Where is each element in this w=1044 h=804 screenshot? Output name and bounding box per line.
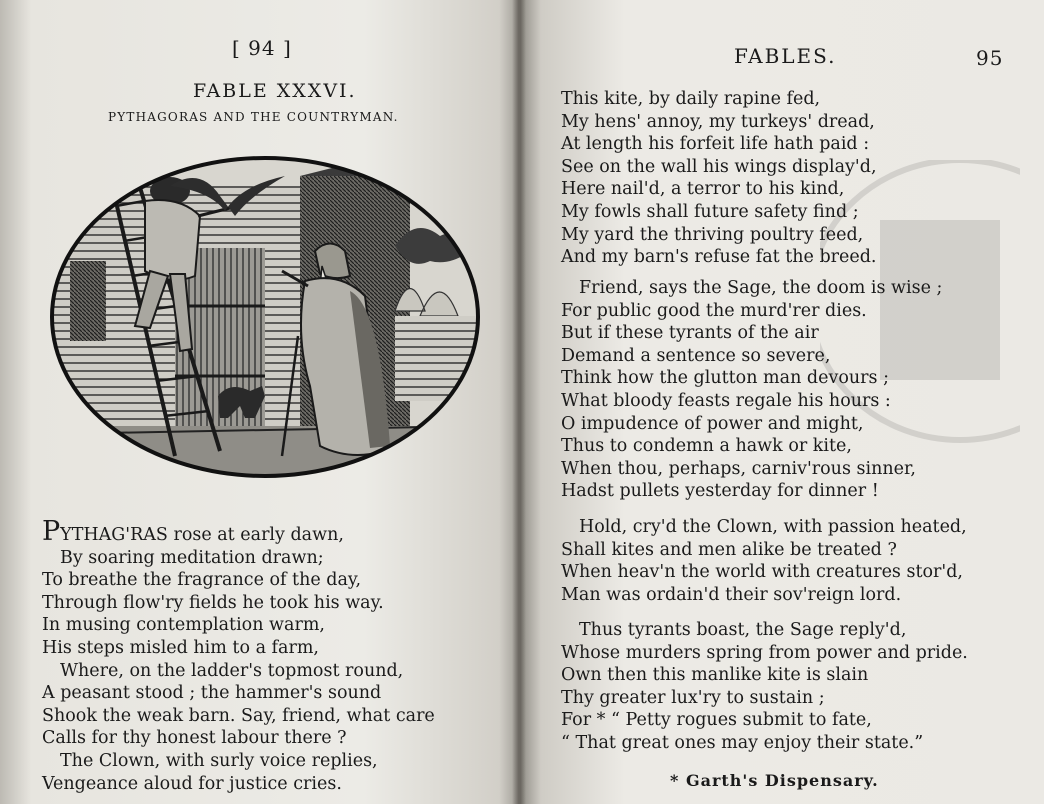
verse-line: My hens' annoy, my turkeys' dread, (561, 111, 875, 132)
verse-line: Hadst pullets yesterday for dinner ! (561, 481, 879, 502)
verse-line: For * “ Petty rogues submit to fate, (561, 710, 872, 731)
stanza-4 (561, 619, 968, 755)
left-page (0, 0, 520, 804)
verse-line: PYTHAG'RAS rose at early dawn, (42, 516, 344, 547)
verse-line: When thou, perhaps, carniv'rous sinner, (561, 458, 916, 479)
stanza-1 (561, 88, 877, 269)
right-page-number: 95 (976, 46, 1004, 70)
verse-line: Thus tyrants boast, the Sage reply'd, (579, 620, 907, 640)
verse-line: For public good the murd'rer dies. (561, 300, 867, 321)
verse-line: Own then this manlike kite is slain (561, 665, 869, 686)
stanza-2 (561, 277, 942, 503)
verse-line: When heav'n the world with creatures stor'd, (561, 562, 963, 583)
verse-line: But if these tyrants of the air (561, 323, 819, 344)
verse-line: Shook the weak barn. Say, friend, what care (42, 705, 435, 726)
verse-line: “ That great ones may enjoy their state.” (561, 732, 924, 753)
verse-line: Think how the glutton man devours ; (561, 368, 889, 389)
verse-line: Vengeance aloud for justice cries. (42, 773, 342, 794)
verse-line: My fowls shall future safety find ; (561, 201, 859, 222)
verse-line: Calls for thy honest labour there ? (42, 728, 347, 749)
fable-title: FABLE XXXVI. (193, 80, 357, 102)
verse-line: Thy greater lux'ry to sustain ; (561, 687, 825, 708)
drop-cap: P (42, 516, 61, 547)
verse-line: Man was ordain'd their sov'reign lord. (561, 584, 902, 605)
show-through-text (470, 86, 475, 108)
verse-line: At length his forfeit life hath paid : (561, 134, 870, 155)
fable-subtitle: PYTHAGORAS AND THE COUNTRYMAN. (108, 110, 399, 124)
verse-line: Here nail'd, a terror to his kind, (561, 179, 845, 200)
woodcut-illustration (50, 156, 480, 478)
verse-line: Demand a sentence so severe, (561, 345, 831, 366)
verse-line: And my barn's refuse fat the breed. (561, 247, 877, 268)
stanza-3 (561, 516, 967, 606)
left-verse (42, 516, 435, 795)
verse-line: Friend, says the Sage, the doom is wise ; (579, 278, 943, 298)
book-gutter (512, 0, 526, 804)
barn-window (70, 261, 106, 341)
verse-line: Whose murders spring from power and pride. (561, 642, 968, 663)
verse-line: Thus to condemn a hawk or kite, (561, 436, 852, 457)
footnote: * Garth's Dispensary. (670, 771, 879, 790)
verse-line: This kite, by daily rapine fed, (561, 89, 821, 109)
verse-line: Hold, cry'd the Clown, with passion heated, (579, 517, 967, 537)
verse-line: Through flow'ry fields he took his way. (42, 592, 384, 613)
running-head: FABLES. (734, 44, 837, 68)
verse-line: O impudence of power and might, (561, 413, 864, 434)
verse-line: See on the wall his wings display'd, (561, 156, 877, 177)
left-page-number: [ 94 ] (232, 36, 292, 60)
verse-line: The Clown, with surly voice replies, (60, 750, 378, 771)
verse-line: By soaring meditation drawn; (60, 547, 324, 568)
verse-line: My yard the thriving poultry feed, (561, 224, 864, 245)
verse-line: Shall kites and men alike be treated ? (561, 539, 897, 560)
verse-line: What bloody feasts regale his hours : (561, 390, 891, 411)
verse-line: His steps misled him to a farm, (42, 637, 319, 658)
verse-line: In musing contemplation warm, (42, 615, 325, 636)
verse-line: Where, on the ladder's topmost round, (60, 660, 404, 681)
right-page (520, 0, 1044, 804)
verse-line: A peasant stood ; the hammer's sound (42, 683, 382, 704)
verse-line: To breathe the fragrance of the day, (42, 570, 362, 591)
